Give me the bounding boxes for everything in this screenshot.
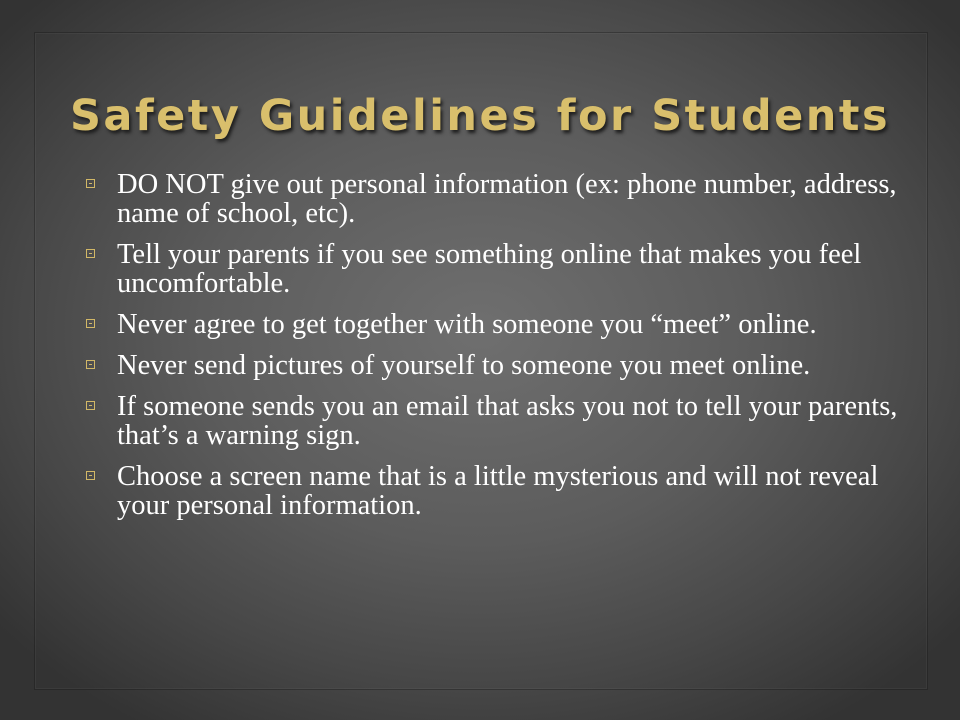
bullet-marker-icon: [86, 319, 95, 328]
bullet-marker-icon: [86, 360, 95, 369]
bullet-text: Never send pictures of yourself to someone you meet online.: [117, 350, 811, 381]
bullet-text: Never agree to get together with someone you “meet” online.: [117, 309, 817, 340]
bullet-text: DO NOT give out personal information (ex: phone number, address, name of school, etc).: [117, 169, 897, 229]
bullet-marker-icon: [86, 249, 95, 258]
bullet-text: Choose a screen name that is a little mysterious and will not reveal your personal information.: [117, 461, 879, 521]
bullet-marker-icon: [86, 179, 95, 188]
bullet-item: [86, 351, 916, 380]
bullet-item: [86, 170, 916, 228]
bullet-item: [86, 240, 916, 298]
bullet-text: If someone sends you an email that asks you not to tell your parents, that’s a warning sign.: [117, 391, 898, 451]
bullet-item: [86, 310, 916, 339]
bullet-list: [86, 170, 916, 532]
bullet-item: [86, 392, 916, 450]
slide-title: Safety Guidelines for Students: [69, 90, 891, 141]
bullet-text: Tell your parents if you see something online that makes you feel uncomfortable.: [117, 239, 862, 299]
bullet-marker-icon: [86, 471, 95, 480]
bullet-item: [86, 462, 916, 520]
bullet-marker-icon: [86, 401, 95, 410]
